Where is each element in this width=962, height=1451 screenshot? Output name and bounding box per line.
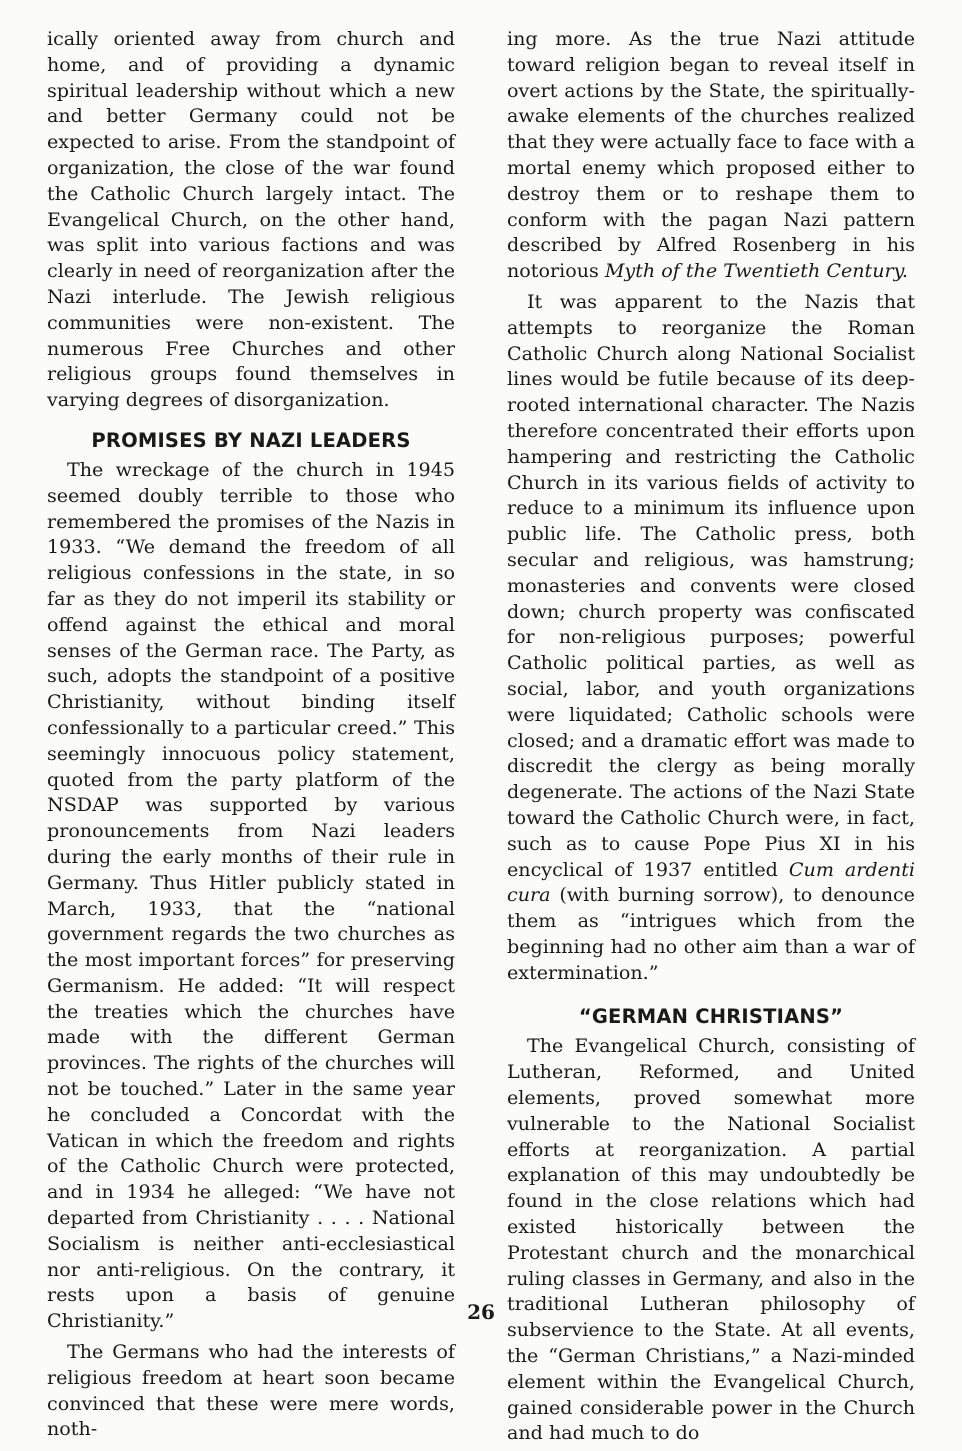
paragraph-text: ing more. As the true Nazi attitude toward religion began to reveal itself in overt actions by the State, the spiritually-awake elements of the churches realized that they were actually face to face with a mortal enemy which proposed either to destroy them or to reshape them to conform with the pagan Nazi pattern described by Alfred Rosenberg in his notorious bbox=[507, 27, 915, 283]
paragraph-text: It was apparent to the Nazis that attempts to reorganize the Roman Catholic Church along National Socialist lines would be futile because of its deep-rooted international character. The Nazis therefore concentrated their efforts upon hampering and restricting the Catholic Church in its various fields of activity to reduce to a minimum its influence upon public life. The Catholic press, both secular and religious, was hamstrung; monasteries and convents were closed down; church property was confiscated for non-religious purposes; powerful Catholic political parties, as well as social, labor, and youth organizations were liquidated; Catholic schools were closed; and a dramatic effort was made to discredit the clergy as being morally degenerate. The actions of the Nazi State toward the Catholic Church were, in fact, such as to cause Pope Pius XI in his encyclical of 1937 entitled bbox=[507, 289, 915, 881]
paragraph bbox=[507, 26, 915, 284]
page-number: 26 bbox=[467, 1300, 495, 1324]
paragraph: The Germans who had the interests of religious freedom at heart soon became convinced that these were mere words, noth- bbox=[47, 1340, 455, 1441]
encyclical-title: Cum ardenti cura bbox=[507, 857, 915, 907]
book-title: Myth of the Twentieth Century. bbox=[604, 259, 908, 283]
paragraph bbox=[507, 289, 915, 986]
paragraph: The wreckage of the church in 1945 seemed doubly terrible to those who remembered the promises of the Nazis in 1933. “We demand the freedom of all religious confessions in the state, in so far as they do not imperil its stability or offend against the ethical and moral senses of the German race. The Party, as such, adopts the standpoint of a positive Christianity, without binding itself confessionally to a particular creed.” This seemingly innocuous policy statement, quoted from the party platform of the NSDAP was supported by various pronouncements from Nazi leaders during the early months of their rule in Germany. Thus Hitler publicly stated in March, 1933, that the “national government regards the two churches as the most important forces” for preserving Germanism. He added: “It will respect the treaties which the churches have made with the different German provinces. The rights of the churches will not be touched.” Later in the same year he concluded a Concordat with the Vatican in which the freedom and rights of the Catholic Church were protected, and in 1934 he alleged: “We have not departed from Christianity . . . . National Socialism is neither anti-ecclesiastical nor anti-religious. On the contrary, it rests upon a basis of genuine Christianity.” bbox=[47, 457, 455, 1333]
left-column bbox=[47, 26, 455, 1447]
paragraph: ically oriented away from church and home, and of providing a dynamic spiritual leadership without which a new and better Germany could not be expected to arise. From the standpoint of organization, the close of the war found the Catholic Church largely intact. The Evangelical Church, on the other hand, was split into various factions and was clearly in need of reorganization after the Nazi interlude. The Jewish religious communities were non-existent. The numerous Free Churches and other religious groups found themselves in varying degrees of disorganization. bbox=[47, 27, 455, 412]
paragraph-text: (with burning sorrow), to denounce them as “intrigues which from the beginning had no other aim than a war of extermination.” bbox=[507, 883, 915, 984]
paragraph: The Evangelical Church, consisting of Lutheran, Reformed, and United elements, proved somewhat more vulnerable to the National Socialist efforts at reorganization. A partial explanation of this may undoubtedly be found in the close relations which had existed historically between the Protestant church and the monarchical ruling classes in Germany, and also in the traditional Lutheran philosophy of subservience to the State. At all events, the “German Christians,” a Nazi-minded element within the Evangelical Church, gained considerable power in the Church and had much to do bbox=[507, 1034, 915, 1445]
section-heading: “GERMAN CHRISTIANS” bbox=[578, 1005, 844, 1029]
right-column bbox=[507, 26, 915, 1451]
section-heading: PROMISES BY NAZI LEADERS bbox=[91, 428, 411, 452]
